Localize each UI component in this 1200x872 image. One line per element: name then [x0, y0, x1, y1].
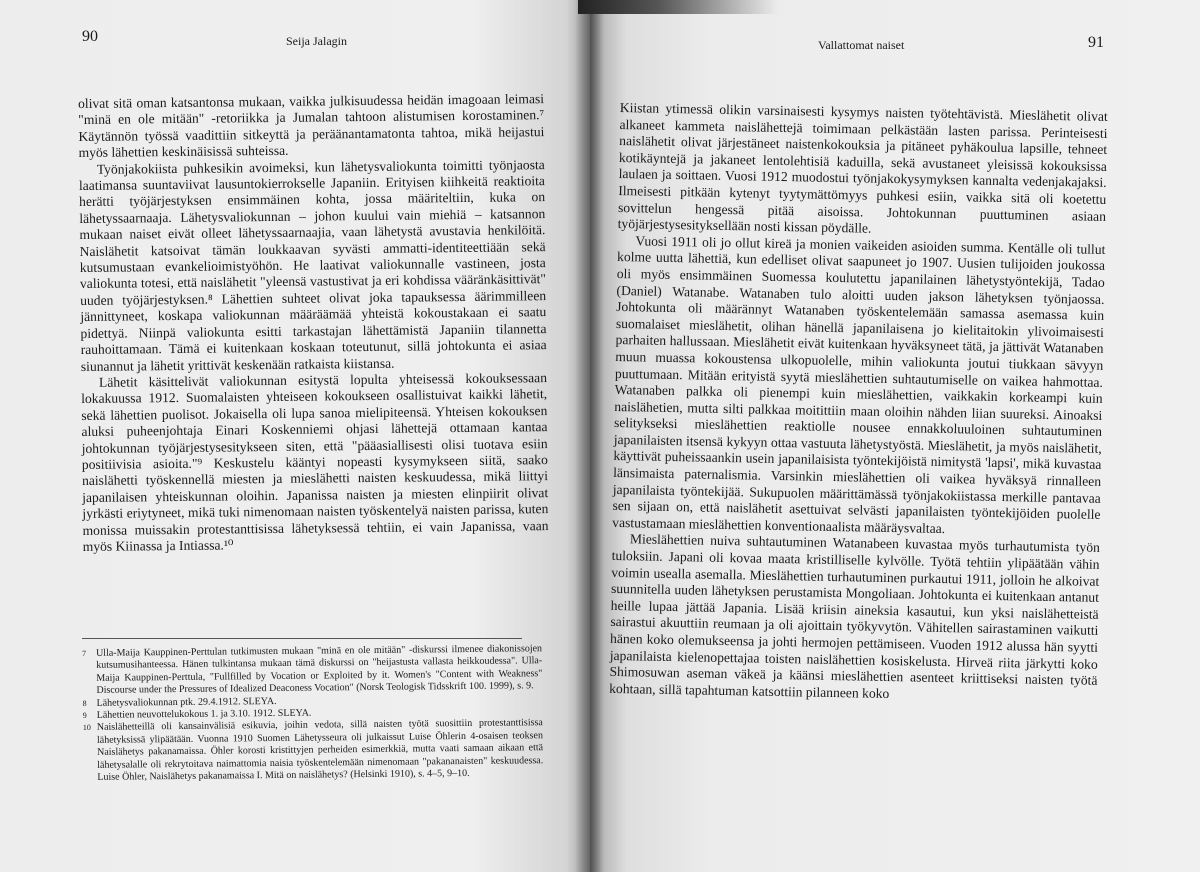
footnote	[82, 643, 542, 697]
paragraph: Kiistan ytimessä olikin varsinaisesti kysymys naisten työtehtävistä. Mieslähetit olivat alkaneet kammeta naislähettejä toimimaan pelkästään lasten parissa. Perinteisesti naislähetit olivat järjestäneet naistenkokouksia ja pitäneet pyhäkoulua lapsille, tehneet kotikäyntejä ja jakaneet lentolehtisiä kaduilla, sekä avustaneet yleisissä kokouksissa laulaen ja soittaen. Vuosi 1912 muodostui työnjakokysymyksen kannalta vedenjakajaksi. Ilmeisesti pitkään kytenyt tyytymättömyys puhkesi esiin, vaikka sitä oli koetettu sovittelun hengessä pitää aisoissa. Johtokunnan puuttuminen asiaan työjärjestysesityksellään nosti kissan pöydälle.	[617, 100, 1108, 236]
paragraph: Vuosi 1911 oli jo ollut kireä ja monien vaikeiden asioiden summa. Kentälle oli tullut kolme uutta lähettiä, kun edelliset olivat saapuneet jo 1907. Uusien tulijoiden joukossa oli myös ensimmäinen Suomessa koulutettu japanilainen lähetystyöntekijä, Tadao (Daniel) Watanabe. Watanaben tulo aloitti uuden jakson lähetyksen työnjaossa. Johtokunta oli määrännyt Watanaben työskentelemään samassa asemassa kuin suomalaiset mieslähetit, olihan hänellä japanilaisena jo kielitaitokin ylivoimaisesti parhaiten hallussaan. Mieslähetit eivät kuitenkaan hyväksyneet tätä, ja jättivät Watanaben muun muassa kokoustensa ulkopuolelle, mihin valiokunta joutui tiukkaan sävyyn puuttumaan. Mitään erityistä syytä mieslähettien suhtautumiselle on vaikea hahmottaa. Watanaben palkka oli pienempi kuin mieslähettien, vaikkakin korkeampi kuin naislähetien, mutta silti palkkaa moitittiin maan oloihin nähden liian suureksi. Ainoaksi selitykseksi mieslähettien reaktiolle nousee ennakkoluuloinen suhtautuminen japanilaisten itsensä kykyyn ottaa vastuuta lähetystyöstä. Mieslähetit, ja myös naislähetit, käyttivät puheissaankin usein japanilaisista työntekijöistä nimitystä 'lapsi', mikä kuvastaa länsimaista paternalismia. Varsinkin mieslähettien oli vaikea hyväksyä rinnalleen japanilaista työntekijää. Sukupuolen määrittämässä työnjakokiistassa merkille pantavaa sen sijaan on, että naislähetit asettuivat selvästi japanilaisten työntekijöiden puolelle vastustamaan mieslähettien konventionaalista määräysvaltaa.	[612, 233, 1106, 536]
footnote	[83, 718, 544, 785]
footnote-text: Ulla-Maija Kauppinen-Perttulan tutkimusten mukaan "minä en ole mitään" -diskurssi ilmenee diakonissojen kutsumusihanteessa. Hänen tulkintansa mukaan tämä diskurssi on "heijastusta vallasta heikkoudessa". Ulla-Maija Kauppinen-Perttula, "Fullfilled by Vocation or Exploited by it. Women's "Content with Weakness" Discourse under the Pressures of Idealized Deaconess Vocation" (Norsk Teologisk Tidsskrift 100. 1999), s. 9.	[95, 643, 543, 697]
page-number: 91	[1088, 34, 1104, 51]
footnote-mark: 7	[82, 648, 87, 658]
footnote-mark: 9	[82, 710, 87, 721]
footnote-mark: 8	[82, 698, 87, 708]
footnote-divider	[82, 638, 522, 639]
scan-edge-shadow	[578, 0, 778, 14]
paragraph: Työnjakokiista puhkesikin avoimeksi, kun lähetysvaliokunta toimitti työnjaosta laatimansa suuntaviivat lausuntokierrokselle Japaniin. Erityisen kiihkeitä reaktioita herätti työjärjestyksen ensimmäinen kohta, jossa määriteltiin, kuka on lähetyssaarnaaja. Lähetysvaliokunnan – johon kuului vain miehiä – katsannon mukaan naiset eivät olleet lähetyssaarnaajia, vaan lähetystä avustavia henkilöitä. Naislähetit katsoivat tämän loukkaavan syvästi ammatti-identiteettiään sekä kutsumustaan evankelioimistyöhön. He laativat valiokunnalle vastineen, josta valiokunta totesi, että naislähetit "yleensä vastustivat ja eri kohdissa vääränkäsittivät" uuden työjärjestyksen.⁸ Lähettien suhteet olivat joka tapauksessa äärimmilleen jännittyneet, koskapa valiokunnan määräämää yhteistä kokoustakaan ei saatu pidettyä. Niinpä valiokunta esitti tarkastajan lähettämistä Japaniin tilannetta rauhoittamaan. Tämä ei kuitenkaan koskaan toteutunut, sillä johtokunta ei asiaa siunannut ja lähetit yrittivät keskenään ratkaista kiistansa.	[78, 156, 547, 374]
footnote-text: Naislähetteillä oli kansainvälisiä esikuvia, joihin vedota, sillä naisten työtä suosittiin protestanttisissa lähetyksissä ylipäätään. Vuonna 1910 Suomen Lähetysseura oli julkaissut Luise Öhlerin 4-osaisen teoksen Naislähetys pakanamaissa. Öhler korosti kristittyjen perheiden esimerkkiä, mutta vaati samaan aikaan että lähetysalalle oli rekrytoitava naimattomia naisia työskentelemään nimenomaan "pakananaisten" keskuudessa. Luise Öhler, Naislähetys pakanamaissa I. Mitä on naislähetys? (Helsinki 1910), s. 4–5, 9–10.	[96, 717, 544, 783]
footnote-text: Lähetysvaliokunnan ptk. 29.4.1912. SLEYA.	[96, 695, 277, 709]
footnotes	[82, 643, 543, 784]
running-head: Seija Jalagin	[286, 34, 347, 48]
paragraph: Lähetit käsittelivät valiokunnan esitystä lopulta yhteisessä kokouksessaan lokakuussa 1912. Suomalaisten yhteiseen kokoukseen osallistuivat kaikki lähetit, sekä lähettien puolisot. Jokaisella oli lupa sanoa mielipiteensä. Yhteisen kokouksen aluksi puheenjohtaja Einari Koskenniemi ohjasi lähettejä ottamaan kantaa johtokunnan työjärjestysesitykseen siten, että "pääasiallisesti olisi tuotava esiin positiivisia asioita."⁹ Keskustelu kääntyi nopeasti kysymykseen siitä, saako naislähetti työskennellä miesten ja mieslähetti naisten keskuudessa, mikä liittyi japanilaisen yhteiskunnan oloihin. Japanissa naisten ja miesten elinpiirit olivat jyrkästi eriytyneet, mikä tuki nimenomaan naisten työskentelyä naisten parissa, kuten monissa muissakin protestanttisissa lähetyksessä tehtiin, ei vain Japanissa, vaan myös Kiinassa ja Intiassa.¹⁰	[81, 370, 549, 554]
paragraph: Mieslähettien nuiva suhtautuminen Watanabeen kuvastaa myös turhautumista työn tuloksiin. Japani oli kovaa maata kristilliselle kylvölle. Työtä tehtiin ylipäätään vähin voimin usealla asemalla. Mieslähettien turhautuminen purkautui 1911, jolloin he alkoivat suunnitella uuden lähetyksen perustamista Mongoliaan. Johtokunta ei kuitenkaan antanut heille lupaa jättää Japania. Lisää kriisin aineksia kasautui, kun yksi naislähetteistä sairastui akuuttiin reumaan ja oli ajoittain työkyvytön. Vähitellen sairastaminen vaikutti hänen koko olemukseensa ja johti hermojen pettämiseen. Vuoden 1912 alussa hän syytti japanilaista kielenopettajaa toisten naislähettien kosiskelusta. Hirveä riita järkytti koko Shimosuwan aseman väkeä ja käänsi mieslähettien asenteet kriittiseksi naisten työtä kohtaan, sillä tapahtuman katsottiin pilanneen koko	[609, 531, 1101, 701]
paragraph: olivat sitä oman katsantonsa mukaan, vaikka julkisuudessa heidän imagoaan leimasi "minä en ole mitään" -retoriikka ja Jumalan tahtoon alistumisen korostaminen.⁷ Käytännön työssä vaadittiin sitkeyttä ja peräänantamatonta tahtoa, mikä heijastui myös lähettien keskinäisissä suhteissa.	[78, 91, 545, 161]
body-text	[78, 91, 549, 555]
right-page	[590, 0, 1200, 872]
footnote-text: Lähettien neuvottelukokous 1. ja 3.10. 1912. SLEYA.	[96, 707, 312, 721]
gutter-shadow	[575, 0, 605, 872]
body-text	[609, 100, 1108, 706]
footnote-mark: 10	[82, 723, 91, 733]
left-page	[0, 0, 590, 872]
running-head: Vallattomat naiset	[818, 38, 905, 52]
page-number: 90	[82, 28, 98, 45]
